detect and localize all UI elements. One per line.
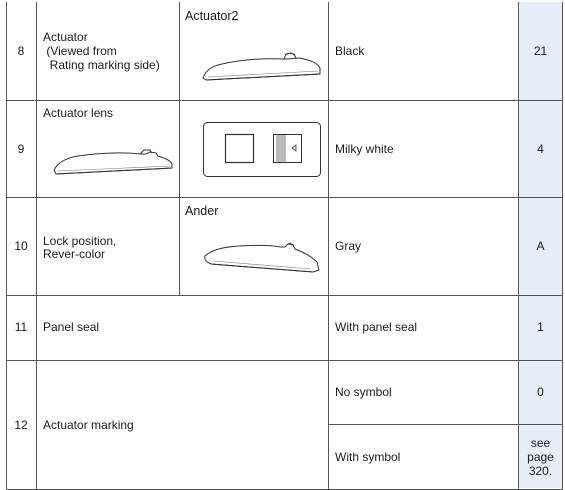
- lens-front-view-icon: [203, 122, 321, 177]
- row-number: 12: [14, 418, 28, 432]
- part-name-line: Rating marking side): [43, 58, 160, 72]
- code-value: 1: [537, 320, 544, 334]
- part-name-line: (Viewed from: [43, 44, 117, 58]
- code-value: 4: [537, 142, 544, 156]
- part-name-line: Actuator marking: [43, 418, 134, 432]
- row-number: 11: [14, 320, 28, 334]
- code-value: 0: [537, 385, 544, 399]
- code-value: A: [536, 239, 545, 253]
- lens-profile-icon: [52, 148, 176, 180]
- part-name-line: Lock position,: [43, 234, 117, 248]
- color-value: With panel seal: [335, 320, 418, 334]
- option-label: With symbol: [335, 450, 401, 464]
- lever-profile-icon: [203, 242, 323, 278]
- part-name-line: Actuator lens: [43, 106, 114, 120]
- actuator-profile-icon: [200, 50, 324, 84]
- color-value: Black: [335, 44, 365, 58]
- variant-label: Ander: [185, 204, 219, 218]
- row-number: 8: [17, 44, 25, 58]
- code-note-line: page: [527, 450, 554, 464]
- code-note-line: see: [530, 436, 551, 450]
- color-value: Milky white: [335, 142, 394, 156]
- part-name-line: Panel seal: [43, 320, 100, 334]
- variant-label: Actuator2: [185, 9, 239, 23]
- part-name-line: Actuator: [43, 30, 88, 44]
- part-name-line: Rever-color: [43, 247, 106, 261]
- code-note-line: 320.: [528, 464, 553, 478]
- option-label: No symbol: [335, 385, 392, 399]
- code-value: 21: [533, 44, 548, 58]
- color-value: Gray: [335, 239, 362, 253]
- row-number: 9: [17, 142, 25, 156]
- row-number: 10: [14, 239, 28, 253]
